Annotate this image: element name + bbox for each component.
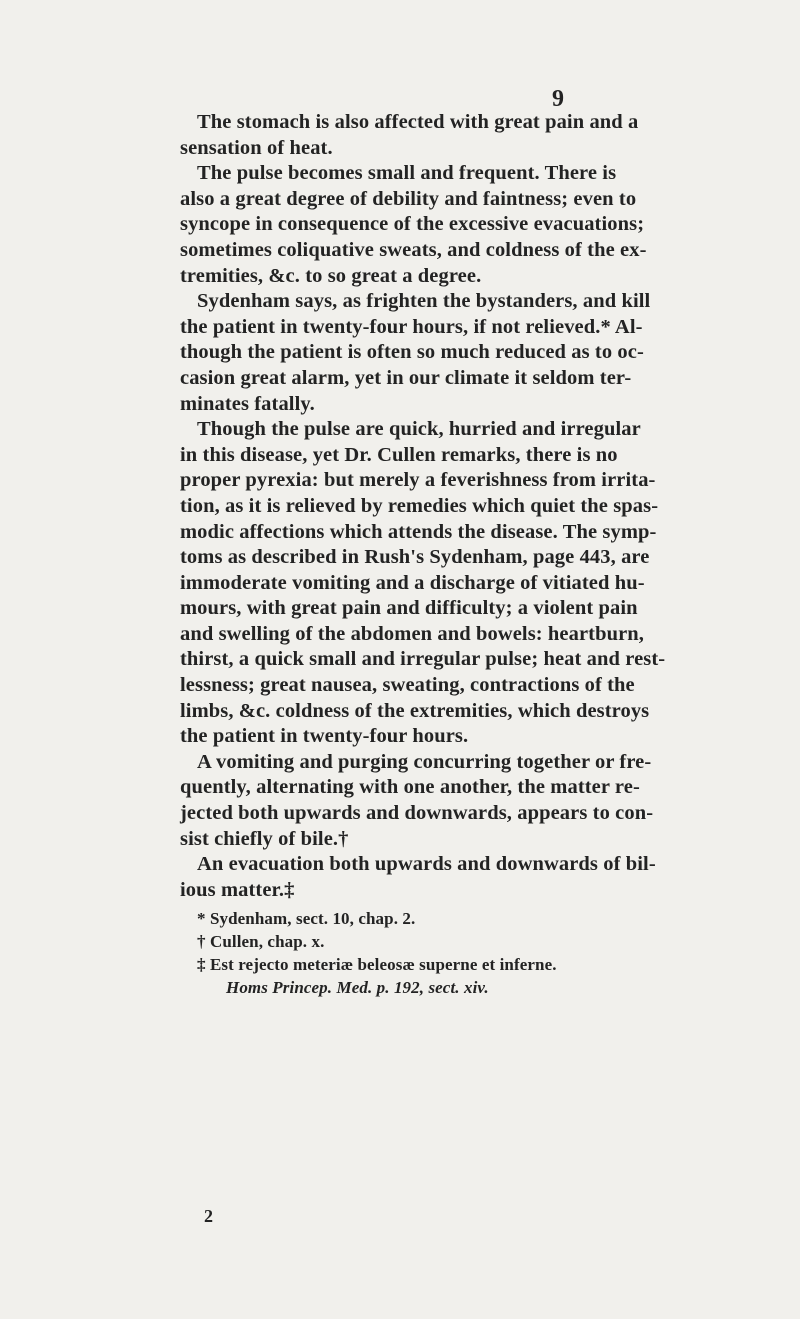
- text-line: minates fatally.: [180, 392, 315, 415]
- text-line: quently, alternating with one another, the matter re-: [180, 776, 640, 799]
- text-line: lessness; great nausea, sweating, contractions of the: [180, 674, 635, 697]
- text-line: limbs, &c. coldness of the extremities, which destroys: [180, 699, 650, 722]
- text-line: jected both upwards and downwards, appears to con-: [180, 802, 654, 825]
- text-line: mours, with great pain and difficulty; a violent pain: [180, 597, 638, 620]
- page-body: [180, 110, 670, 999]
- text-line: casion great alarm, yet in our climate it seldom ter-: [180, 366, 632, 389]
- text-line: tremities, &c. to so great a degree.: [180, 264, 482, 287]
- text-line: toms as described in Rush's Sydenham, page 443, are: [180, 546, 650, 569]
- text-line: sist chiefly of bile.†: [180, 827, 349, 850]
- footnote: ‡ Est rejecto meteriæ beleosæ superne et inferne.: [197, 955, 557, 975]
- text-line: proper pyrexia: but merely a feverishness from irrita-: [180, 469, 656, 492]
- page-number: 9: [552, 86, 564, 112]
- text-line: Though the pulse are quick, hurried and irregular: [197, 418, 641, 441]
- text-line: An evacuation both upwards and downwards of bil-: [197, 853, 656, 876]
- text-line: Sydenham says, as frighten the bystanders, and kill: [197, 290, 651, 313]
- text-line: immoderate vomiting and a discharge of vitiated hu-: [180, 571, 645, 594]
- text-line: also a great degree of debility and faintness; even to: [180, 187, 637, 210]
- text-line: The pulse becomes small and frequent. There is: [197, 162, 617, 185]
- text-line: sensation of heat.: [180, 136, 333, 159]
- text-line: in this disease, yet Dr. Cullen remarks, there is no: [180, 443, 618, 466]
- text-line: the patient in twenty-four hours.: [180, 725, 469, 748]
- text-line: A vomiting and purging concurring together or fre-: [197, 750, 652, 773]
- footnote-citation: Homs Princep. Med. p. 192, sect. xiv.: [226, 978, 489, 998]
- text-line: though the patient is often so much reduced as to oc-: [180, 341, 644, 364]
- text-line: The stomach is also affected with great pain and a: [197, 111, 639, 133]
- text-line: the patient in twenty-four hours, if not relieved.* Al-: [180, 315, 643, 338]
- text-line: and swelling of the abdomen and bowels: heartburn,: [180, 622, 645, 645]
- footnote: * Sydenham, sect. 10, chap. 2.: [197, 909, 416, 929]
- signature-mark: 2: [204, 1206, 213, 1226]
- footnote: † Cullen, chap. x.: [197, 932, 325, 952]
- text-line: tion, as it is relieved by remedies which quiet the spas-: [180, 494, 659, 517]
- text-line: syncope in consequence of the excessive evacuations;: [180, 213, 645, 236]
- text-line: modic affections which attends the disease. The symp-: [180, 520, 657, 543]
- text-line: thirst, a quick small and irregular pulse; heat and rest-: [180, 648, 666, 671]
- text-line: sometimes coliquative sweats, and coldness of the ex-: [180, 238, 647, 261]
- text-line: ious matter.‡: [180, 878, 295, 901]
